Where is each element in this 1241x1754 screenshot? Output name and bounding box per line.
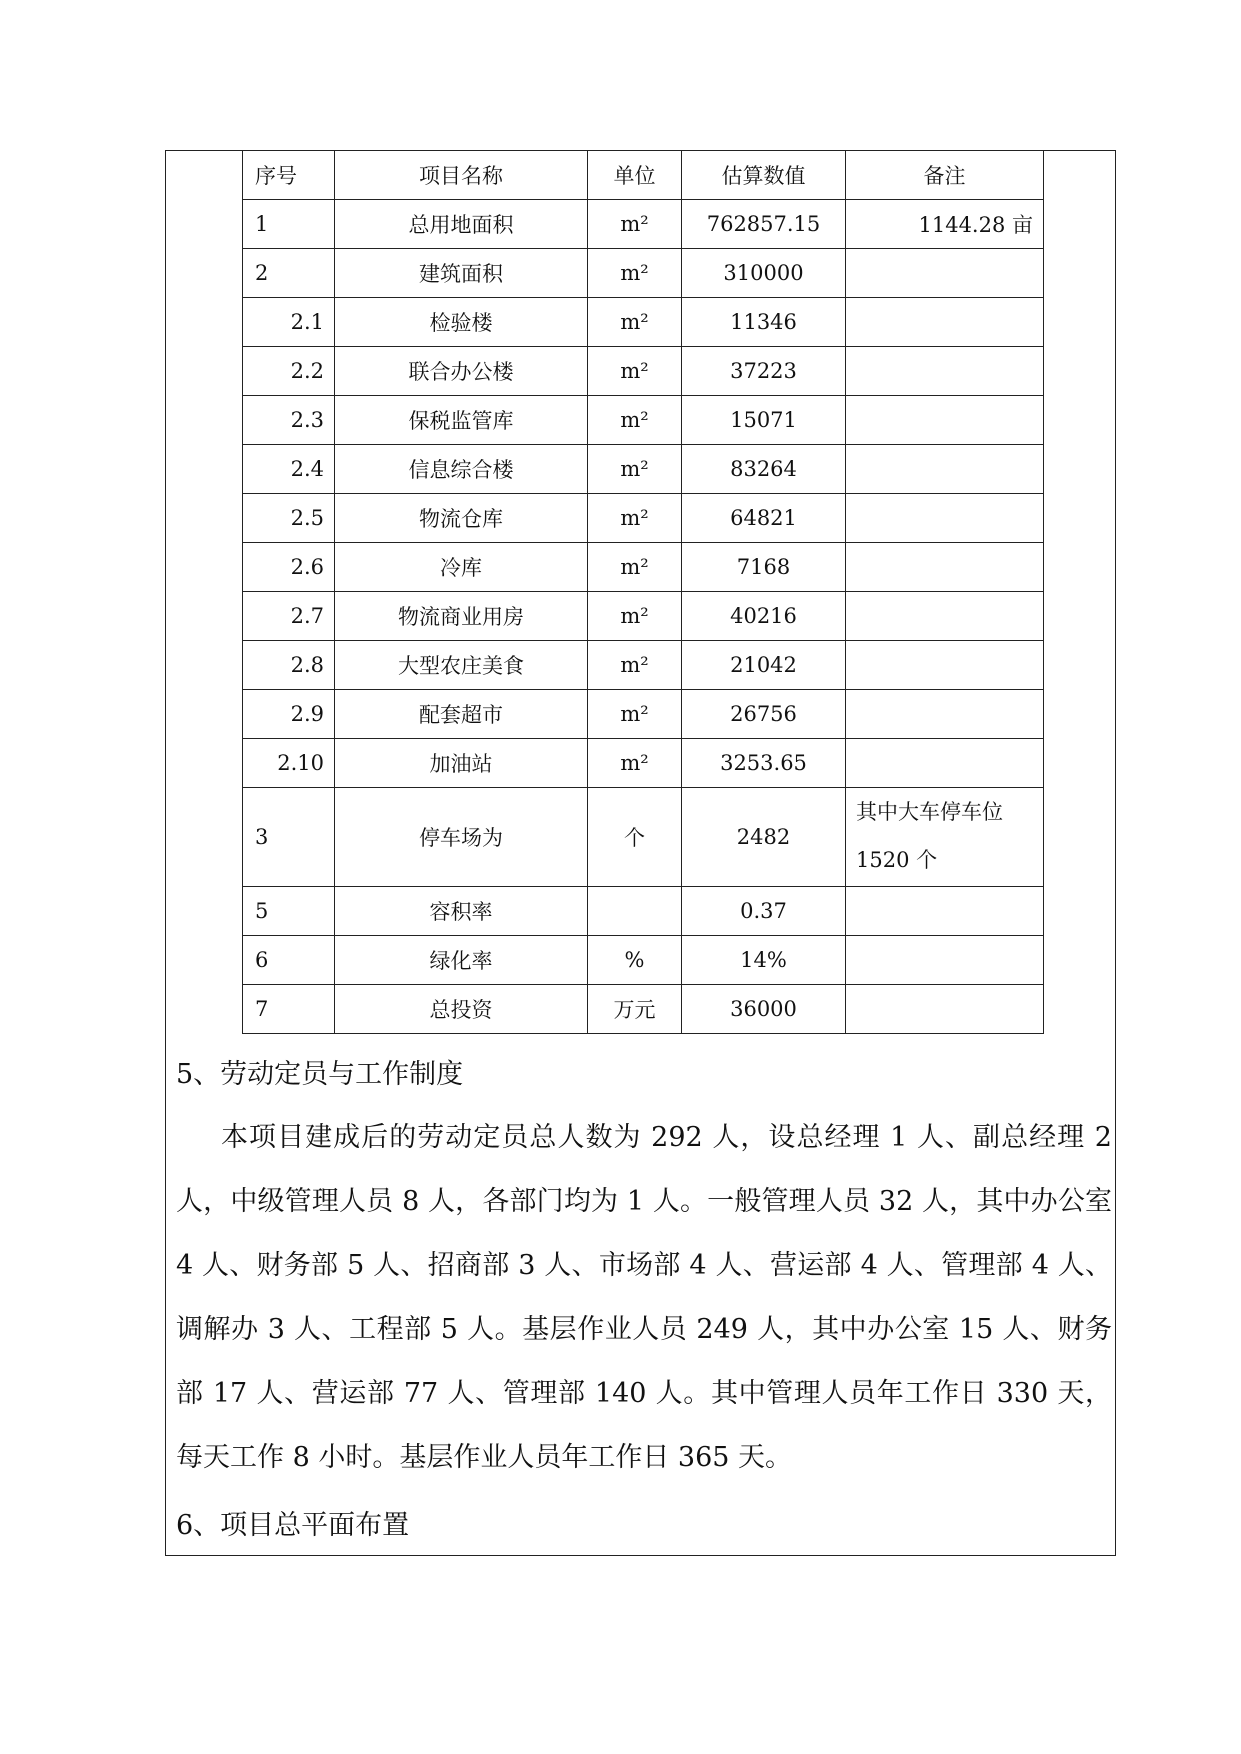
row-no: 1 xyxy=(243,200,335,249)
row-no: 2.8 xyxy=(243,641,335,690)
row-unit: m² xyxy=(588,347,682,396)
indicator-table xyxy=(242,150,1044,1034)
row-name: 大型农庄美食 xyxy=(335,641,588,690)
row-value: 3253.65 xyxy=(682,739,846,788)
row-no: 2.7 xyxy=(243,592,335,641)
table-row xyxy=(243,494,1044,543)
row-no: 2.4 xyxy=(243,445,335,494)
row-unit: m² xyxy=(588,200,682,249)
row-value: 7168 xyxy=(682,543,846,592)
row-note xyxy=(846,347,1044,396)
row-name: 冷库 xyxy=(335,543,588,592)
header-no: 序号 xyxy=(243,151,335,200)
row-unit: 万元 xyxy=(588,985,682,1034)
header-note: 备注 xyxy=(846,151,1044,200)
table-row xyxy=(243,936,1044,985)
row-value: 83264 xyxy=(682,445,846,494)
row-value: 14% xyxy=(682,936,846,985)
table-header-row xyxy=(243,151,1044,200)
header-name: 项目名称 xyxy=(335,151,588,200)
row-value: 36000 xyxy=(682,985,846,1034)
row-unit: % xyxy=(588,936,682,985)
table-row xyxy=(243,690,1044,739)
row-name: 建筑面积 xyxy=(335,249,588,298)
row-name: 物流仓库 xyxy=(335,494,588,543)
row-unit: m² xyxy=(588,739,682,788)
table-row xyxy=(243,788,1044,887)
table-row xyxy=(243,298,1044,347)
row-no: 6 xyxy=(243,936,335,985)
row-no: 2.9 xyxy=(243,690,335,739)
row-name: 信息综合楼 xyxy=(335,445,588,494)
row-no: 2.1 xyxy=(243,298,335,347)
row-note xyxy=(846,396,1044,445)
row-no: 2.6 xyxy=(243,543,335,592)
row-name: 配套超市 xyxy=(335,690,588,739)
table-row xyxy=(243,985,1044,1034)
table-row xyxy=(243,887,1044,936)
row-note xyxy=(846,641,1044,690)
row-note xyxy=(846,543,1044,592)
row-no: 3 xyxy=(243,788,335,887)
row-name: 停车场为 xyxy=(335,788,588,887)
row-name: 总投资 xyxy=(335,985,588,1034)
row-unit: m² xyxy=(588,641,682,690)
row-name: 总用地面积 xyxy=(335,200,588,249)
row-value: 26756 xyxy=(682,690,846,739)
row-value: 762857.15 xyxy=(682,200,846,249)
row-value: 11346 xyxy=(682,298,846,347)
header-unit: 单位 xyxy=(588,151,682,200)
row-unit: m² xyxy=(588,249,682,298)
row-unit xyxy=(588,887,682,936)
row-note xyxy=(846,494,1044,543)
section-6-heading: 6、项目总平面布置 xyxy=(176,1510,410,1541)
table-row xyxy=(243,543,1044,592)
table-row xyxy=(243,396,1044,445)
row-note xyxy=(846,445,1044,494)
table-row xyxy=(243,200,1044,249)
table-row xyxy=(243,347,1044,396)
row-value: 64821 xyxy=(682,494,846,543)
row-name: 联合办公楼 xyxy=(335,347,588,396)
row-unit: m² xyxy=(588,396,682,445)
row-value: 2482 xyxy=(682,788,846,887)
table-row xyxy=(243,592,1044,641)
row-value: 310000 xyxy=(682,249,846,298)
row-note xyxy=(846,985,1044,1034)
row-note: 1144.28 亩 xyxy=(846,200,1044,249)
row-unit: m² xyxy=(588,298,682,347)
row-unit: m² xyxy=(588,592,682,641)
row-note-line: 1520 个 xyxy=(856,848,938,872)
row-no: 5 xyxy=(243,887,335,936)
row-unit: m² xyxy=(588,543,682,592)
row-note xyxy=(846,739,1044,788)
row-no: 2.3 xyxy=(243,396,335,445)
table-row xyxy=(243,739,1044,788)
row-no: 2.10 xyxy=(243,739,335,788)
row-name: 绿化率 xyxy=(335,936,588,985)
row-unit: m² xyxy=(588,494,682,543)
row-note xyxy=(846,936,1044,985)
row-no: 2 xyxy=(243,249,335,298)
row-value: 15071 xyxy=(682,396,846,445)
row-note-line: 其中大车停车位 xyxy=(856,800,1003,824)
section-5-paragraph: 本项目建成后的劳动定员总人数为 292 人，设总经理 1 人、副总经理 2 人，中级管理人员 8 人，各部门均为 1 人。一般管理人员 32 人，其中办公室 4 人、财务部 5 人、招商部 3 人、市场部 4 人、营运部 4 人、管理部 4 人、调解办 3 人、工程部 5 人。基层作业人员 249 人，其中办公室 15 人、财务部 17 人、营运部 77 人、管理部 140 人。其中管理人员年工作日 330 天，每天工作 8 小时。基层作业人员年工作日 365 天。 xyxy=(176,1122,1112,1473)
row-note xyxy=(846,592,1044,641)
row-note xyxy=(846,249,1044,298)
row-no: 2.5 xyxy=(243,494,335,543)
row-no: 7 xyxy=(243,985,335,1034)
table-row xyxy=(243,249,1044,298)
table-row xyxy=(243,445,1044,494)
row-name: 加油站 xyxy=(335,739,588,788)
row-unit: m² xyxy=(588,445,682,494)
row-note xyxy=(846,887,1044,936)
row-note xyxy=(846,690,1044,739)
row-name: 检验楼 xyxy=(335,298,588,347)
row-value: 40216 xyxy=(682,592,846,641)
row-note xyxy=(846,788,1044,887)
row-value: 37223 xyxy=(682,347,846,396)
row-value: 21042 xyxy=(682,641,846,690)
row-unit: 个 xyxy=(588,788,682,887)
table-row xyxy=(243,641,1044,690)
row-note xyxy=(846,298,1044,347)
header-value: 估算数值 xyxy=(682,151,846,200)
row-name: 保税监管库 xyxy=(335,396,588,445)
section-5-heading: 5、劳动定员与工作制度 xyxy=(176,1059,464,1090)
row-unit: m² xyxy=(588,690,682,739)
row-value: 0.37 xyxy=(682,887,846,936)
row-no: 2.2 xyxy=(243,347,335,396)
row-name: 物流商业用房 xyxy=(335,592,588,641)
row-name: 容积率 xyxy=(335,887,588,936)
